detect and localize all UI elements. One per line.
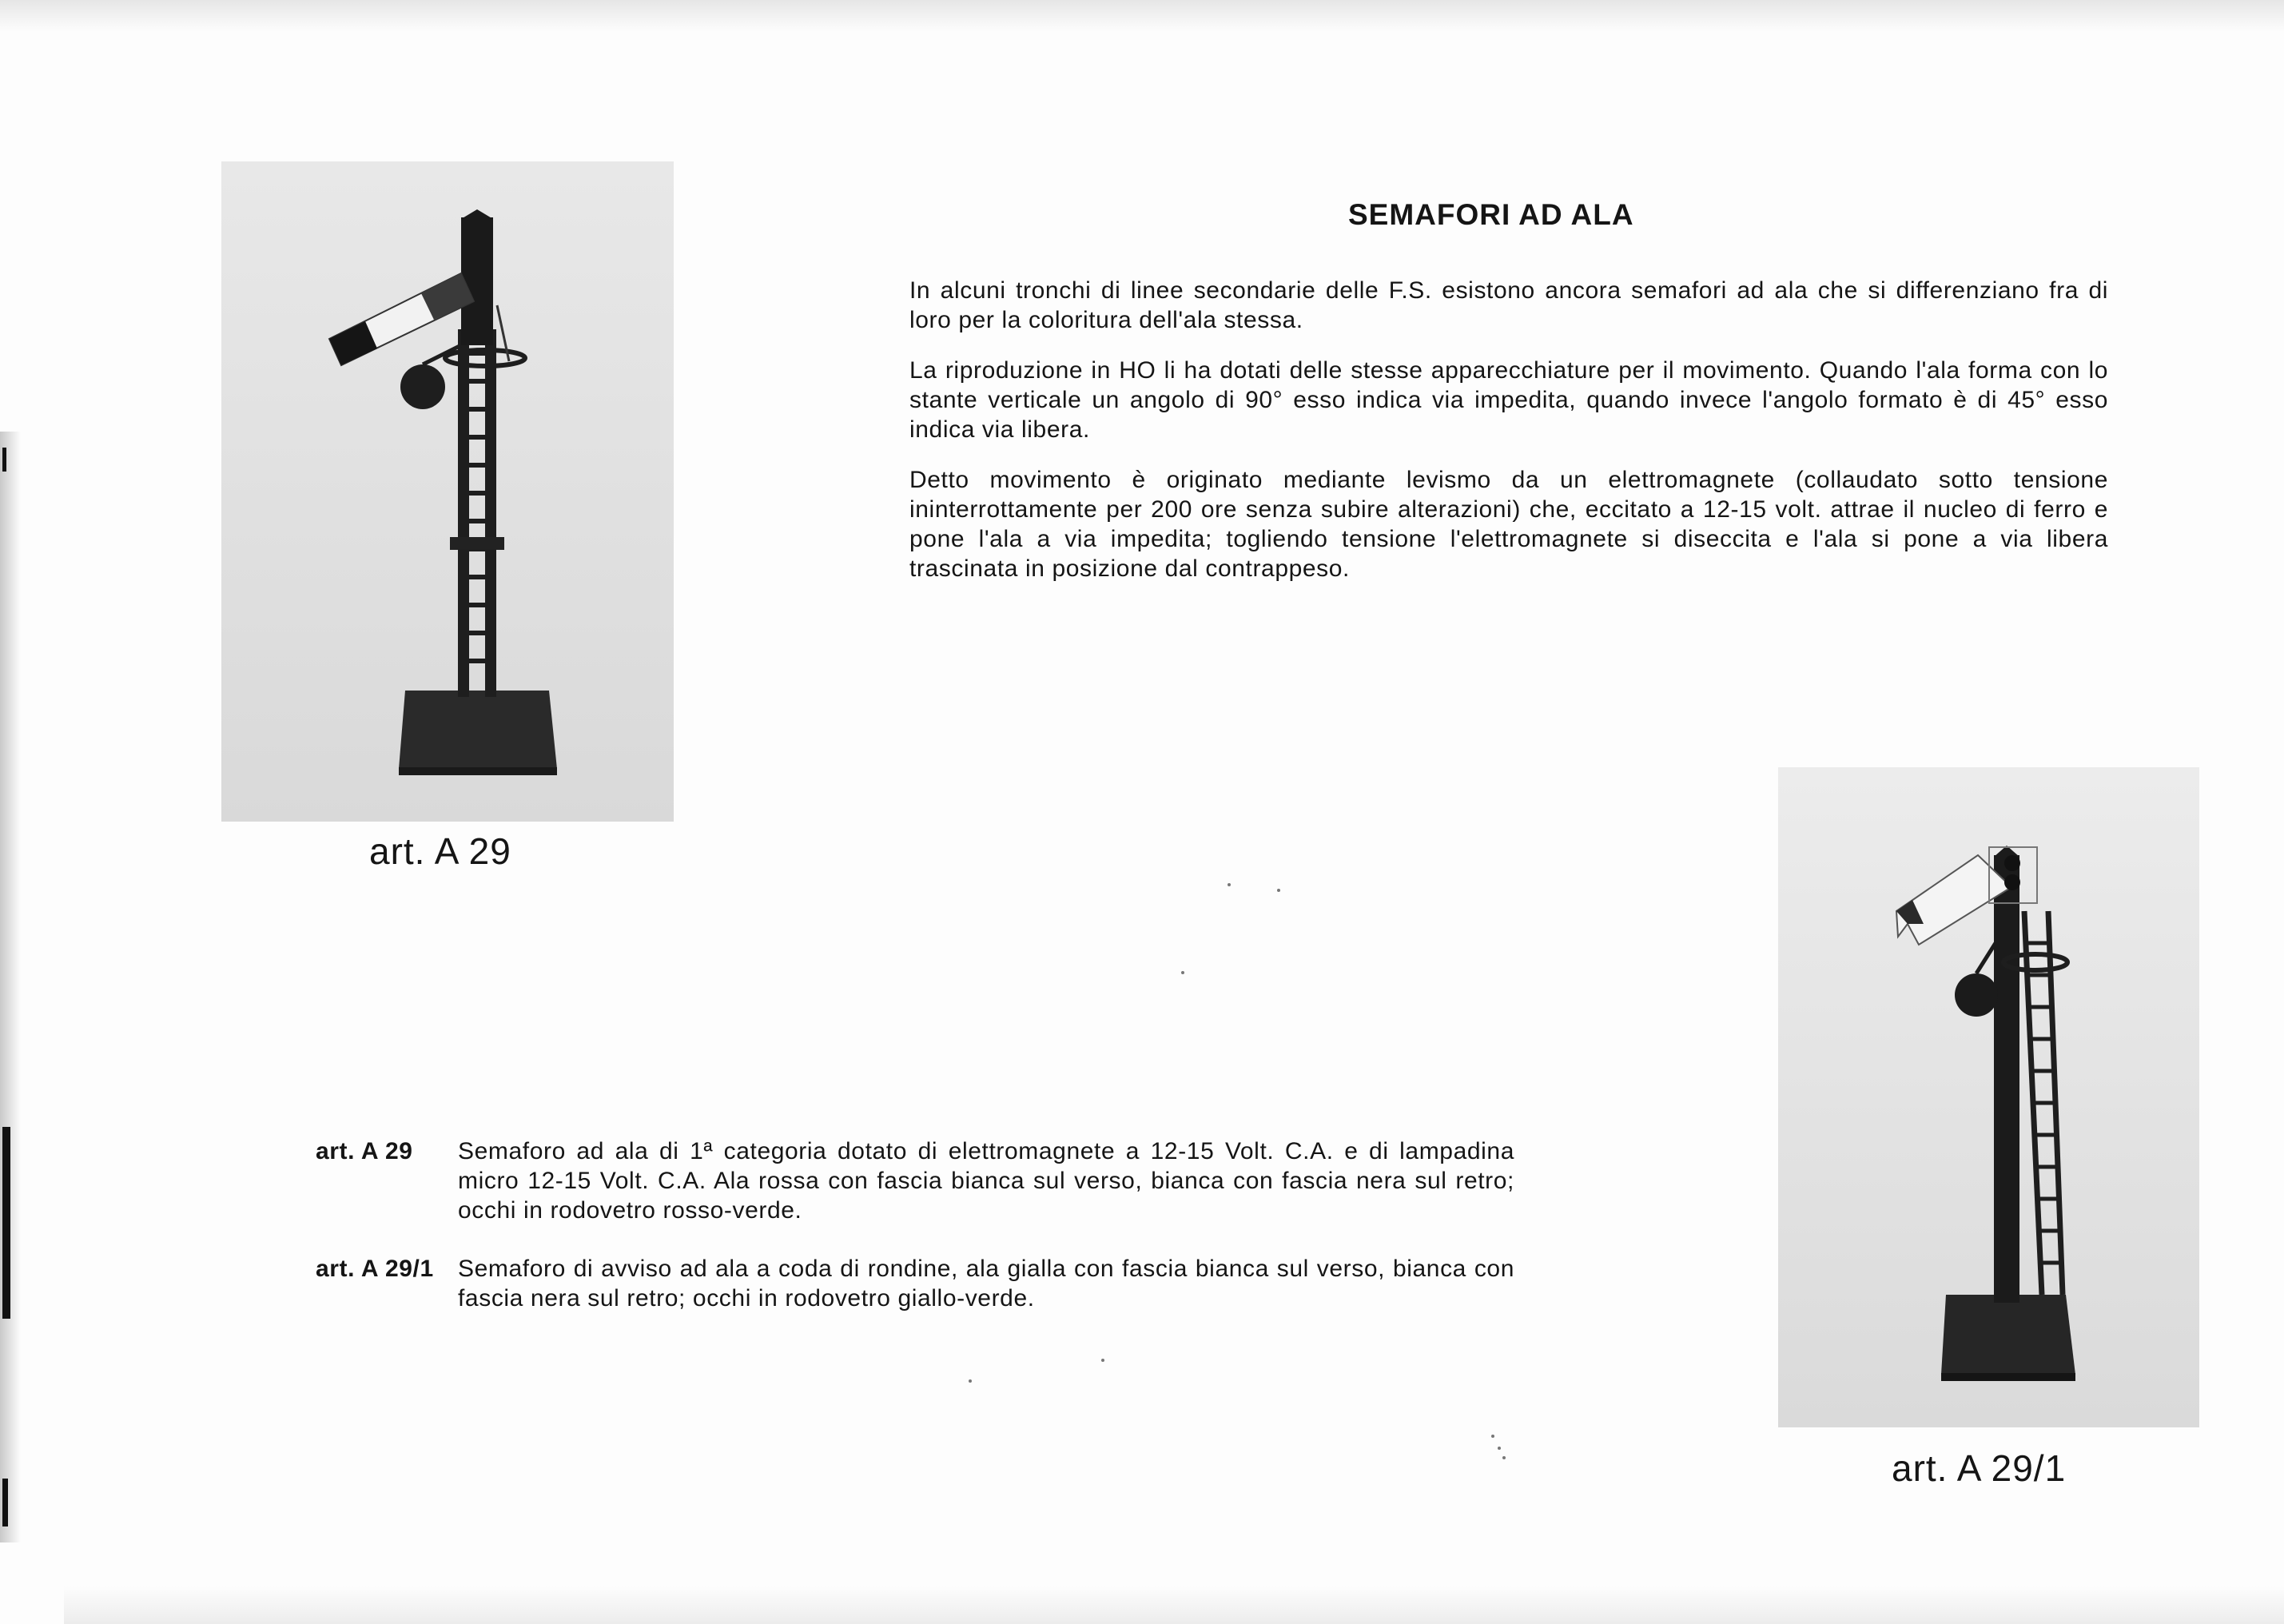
- scan-speck: [1498, 1447, 1501, 1450]
- intro-paragraph: La riproduzione in HO li ha dotati delle stesse apparecchiature per il movimento. Quando l'ala forma con lo stante verticale un angolo di 90° esso indica via impedita, quando invece l'angolo formato è di 45° esso indica via libera.: [909, 357, 2108, 443]
- left-binding-edge: [0, 432, 21, 1542]
- binding-mark: [2, 448, 6, 472]
- semaphore-a29-1-illustration: [1778, 767, 2199, 1427]
- section-title: SEMAFORI AD ALA: [1348, 198, 1634, 231]
- intro-text: [909, 276, 2108, 604]
- semaphore-a29-illustration: [221, 161, 674, 822]
- article-description: Semaforo di avviso ad ala a coda di rondine, ala gialla con fascia bianca sul verso, bianca con fascia nera sul retro; occhi in rodovetro giallo-verde.: [458, 1256, 1514, 1312]
- scan-speck: [1101, 1359, 1104, 1362]
- photo-caption-a29-1: art. A 29/1: [1892, 1447, 2067, 1489]
- scan-speck: [969, 1379, 972, 1383]
- intro-paragraph: In alcuni tronchi di linee secondarie delle F.S. esistono ancora semafori ad ala che si differenziano fra di loro per la coloritura dell'ala stessa.: [909, 277, 2108, 333]
- top-page-shadow: [0, 0, 2284, 32]
- scan-speck: [1181, 971, 1184, 974]
- article-list: [316, 1136, 1514, 1342]
- bottom-page-shadow: [64, 1586, 2284, 1624]
- article-entry: [316, 1136, 1514, 1225]
- article-code: art. A 29/1: [316, 1256, 434, 1282]
- photo-semaphore-a29: [221, 161, 674, 822]
- scan-speck: [1277, 889, 1280, 892]
- scan-speck: [1502, 1456, 1506, 1459]
- photo-caption-a29: art. A 29: [369, 830, 511, 872]
- article-description: Semaforo ad ala di 1ª categoria dotato di elettromagnete a 12-15 Volt. C.A. e di lampadina micro 12-15 Volt. C.A. Ala rossa con fascia bianca sul verso, bianca con fascia nera sul retro; occhi in rodovetro rosso-verde.: [458, 1138, 1514, 1224]
- intro-paragraph: Detto movimento è originato mediante levismo da un elettromagnete (collaudato sotto tensione ininterrottamente per 200 ore senza subire alterazioni) che, eccitato a 12-15 volt. attrae il nucleo di ferro e pone l'ala a via impedita; togliendo tensione l'elettromagnete si diseccita e l'ala si pone a via libera trascinata in posizione dal contrappeso.: [909, 467, 2108, 582]
- binding-mark: [2, 1127, 10, 1319]
- scan-speck: [1491, 1435, 1494, 1438]
- scan-speck: [1228, 883, 1231, 886]
- binding-mark: [2, 1479, 8, 1526]
- article-code: art. A 29: [316, 1138, 413, 1164]
- photo-semaphore-a29-1: [1778, 767, 2199, 1427]
- article-entry: [316, 1254, 1514, 1313]
